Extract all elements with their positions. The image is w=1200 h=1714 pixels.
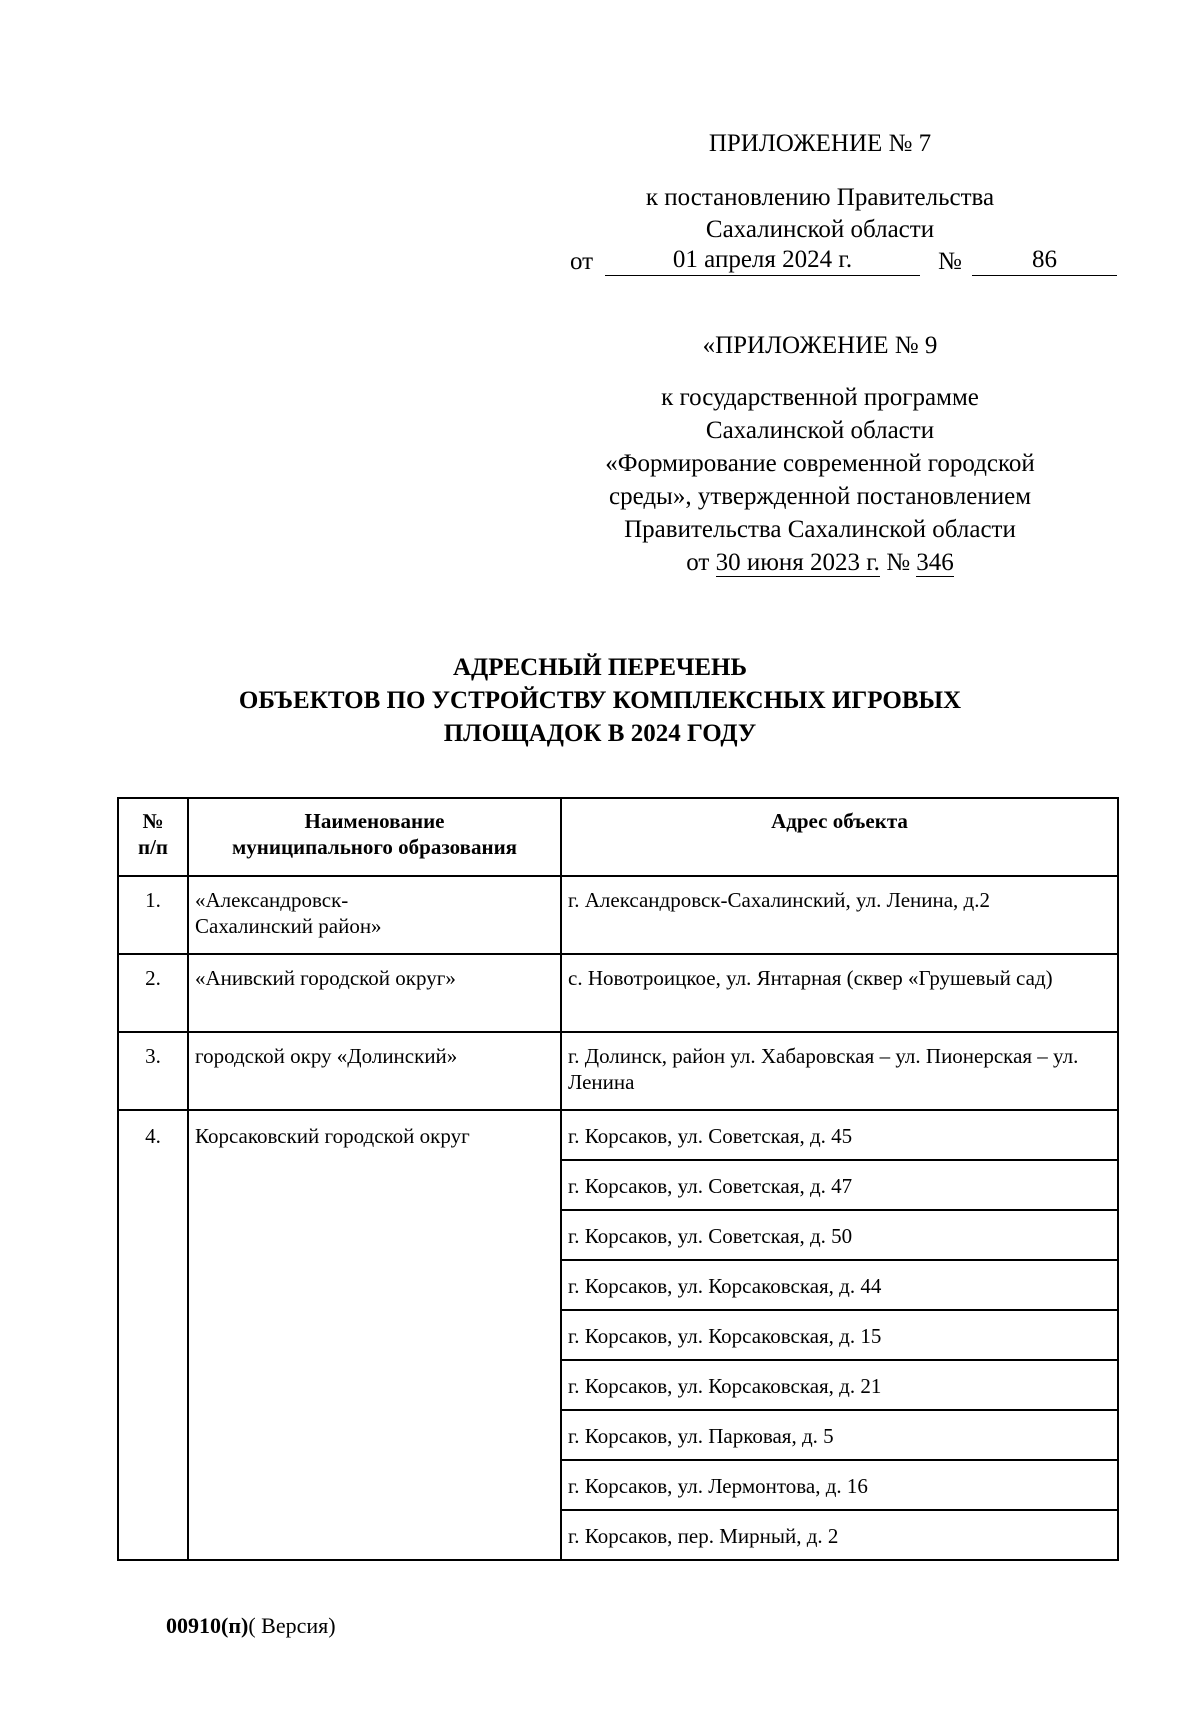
header-municipality: Наименование муниципального образования [188,798,561,876]
document-title-line-3: ПЛОЩАДОК В 2024 ГОДУ [443,720,757,747]
table-row [118,954,1118,1032]
appendix-title: ПРИЛОЖЕНИЕ № 7 [708,130,932,157]
row-address: г. Корсаков, ул. Корсаковская, д. 15 [561,1310,1118,1360]
row-address: г. Корсаков, ул. Лермонтова, д. 16 [561,1460,1118,1510]
row-address: г. Корсаков, ул. Советская, д. 50 [561,1210,1118,1260]
table-row [118,1110,1118,1160]
table-header-row [118,798,1118,876]
decree-date: 01 апреля 2024 г. [672,246,853,273]
row-address: г. Корсаков, ул. Парковая, д. 5 [561,1410,1118,1460]
document-title-line-1: АДРЕСНЫЙ ПЕРЕЧЕНЬ [452,654,747,681]
quoted-appendix-line-3: «Формирование современной городской [605,450,1035,477]
appendix-line-1: к постановлению Правительства [645,184,995,211]
decree-date-field [605,246,920,276]
row-number: 2. [118,954,188,1032]
header-address: Адрес объекта [561,798,1118,876]
row-number: 4. [118,1110,188,1560]
number-label: № [938,248,962,275]
appendix-line-2: Сахалинской области [705,216,935,243]
row-address: с. Новотроицкое, ул. Янтарная (сквер «Грушевый сад) [561,954,1118,1032]
quoted-appendix-reference [560,546,1080,579]
row-address: г. Корсаков, ул. Корсаковская, д. 21 [561,1360,1118,1410]
decree-number: 86 [1032,246,1057,273]
quoted-from-label: от [686,549,710,576]
row-address: г. Корсаков, ул. Советская, д. 47 [561,1160,1118,1210]
row-address: г. Александровск-Сахалинский, ул. Ленина, д.2 [561,876,1118,954]
document-footer [166,1612,336,1640]
row-municipality: городской окру «Долинский» [188,1032,561,1110]
row-address: г. Долинск, район ул. Хабаровская – ул. Пионерская – ул. Ленина [561,1032,1118,1110]
document-version: ( Версия) [248,1613,336,1638]
quoted-appendix-line-5: Правительства Сахалинской области [624,516,1016,543]
quoted-number-label: № [886,549,911,576]
quoted-appendix-line-4: среды», утвержденной постановлением [608,483,1032,510]
quoted-appendix-line-1: к государственной программе [661,384,979,411]
row-number: 1. [118,876,188,954]
header-num: № п/п [118,798,188,876]
quoted-appendix-line-2: Сахалинской области [705,417,935,444]
address-table [117,797,1119,1561]
decree-number-field [972,246,1117,276]
row-address: г. Корсаков, ул. Советская, д. 45 [561,1110,1118,1160]
row-address: г. Корсаков, пер. Мирный, д. 2 [561,1510,1118,1560]
quoted-appendix-title: «ПРИЛОЖЕНИЕ № 9 [702,332,938,359]
table-row [118,876,1118,954]
document-title-line-2: ОБЪЕКТОВ ПО УСТРОЙСТВУ КОМПЛЕКСНЫХ ИГРОВЫХ [238,687,962,714]
from-label: от [570,248,594,275]
quoted-date: 30 июня 2023 г. [715,549,880,576]
document-code: 00910(п) [166,1613,249,1638]
row-municipality: Корсаковский городской округ [188,1110,561,1560]
quoted-number: 346 [916,549,954,576]
row-number: 3. [118,1032,188,1110]
row-address: г. Корсаков, ул. Корсаковская, д. 44 [561,1260,1118,1310]
row-municipality: «Анивский городской округ» [188,954,561,1032]
row-municipality: «Александровск- Сахалинский район» [188,876,561,954]
table-row [118,1032,1118,1110]
